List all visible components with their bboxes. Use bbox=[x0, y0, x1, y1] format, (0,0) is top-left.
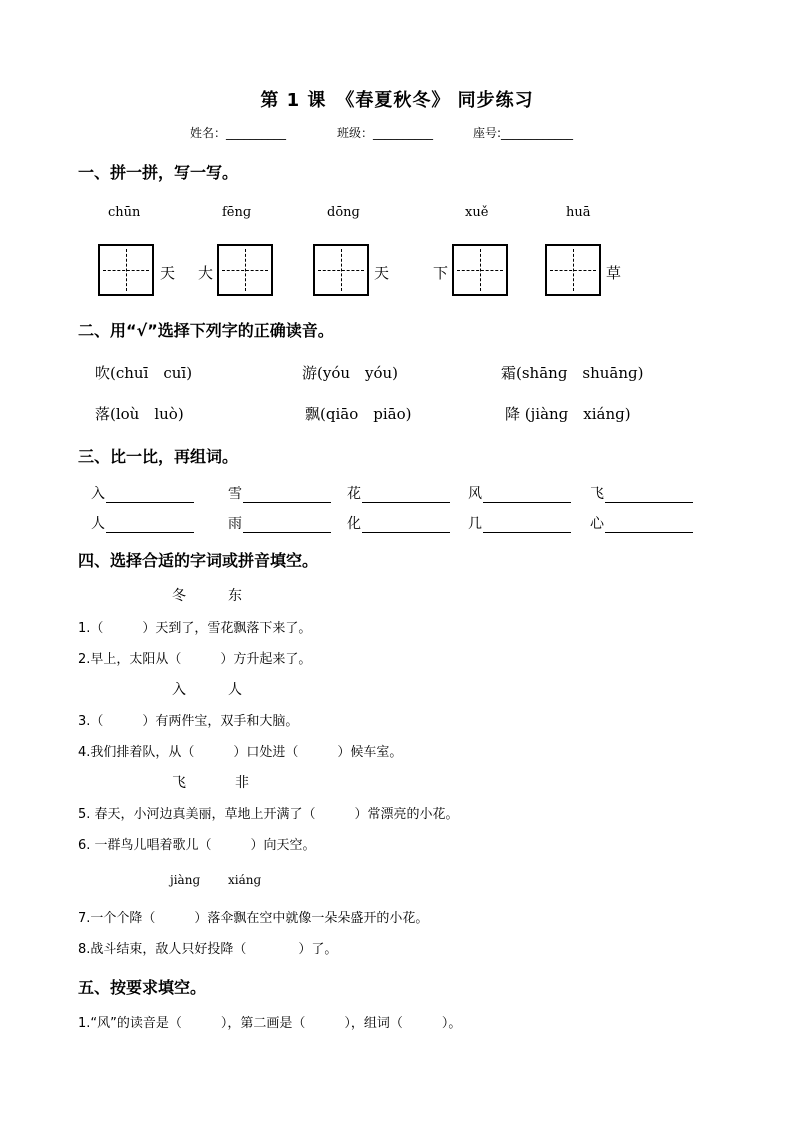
answer-line[interactable] bbox=[106, 488, 194, 503]
pronunciation-option[interactable]: 霜(shānɡ shuānɡ) bbox=[501, 364, 644, 382]
choice-pinyin: jiànɡ bbox=[170, 873, 201, 887]
page-title: 第 1 课 《春夏秋冬》 同步练习 bbox=[260, 90, 534, 111]
question-7[interactable]: 7.一个个降（ ）落伞飘在空中就像一朵朵盛开的小花。 bbox=[78, 911, 429, 926]
choice-pinyin: xiánɡ bbox=[228, 873, 262, 887]
choice-word: 入 bbox=[172, 682, 186, 698]
pinyin-4: xuě bbox=[465, 205, 489, 220]
section-1-heading: 一、拼一拼，写一写。 bbox=[78, 163, 239, 182]
box-char-5: 草 bbox=[606, 264, 622, 282]
word-entry: 风 bbox=[468, 483, 571, 503]
word-entry: 心 bbox=[590, 513, 693, 533]
writing-box-5[interactable] bbox=[545, 244, 601, 296]
pinyin-1: chūn bbox=[108, 205, 141, 220]
answer-line[interactable] bbox=[243, 518, 331, 533]
pronunciation-option[interactable]: 游(yóu yóu) bbox=[302, 364, 399, 382]
choice-word: 冬 bbox=[172, 588, 186, 604]
answer-line[interactable] bbox=[362, 518, 450, 533]
pronunciation-option[interactable]: 飘(qiāo piāo) bbox=[305, 405, 412, 423]
choice-word: 非 bbox=[235, 775, 249, 791]
question-5-1[interactable]: 1.“风”的读音是（ ），第二画是（ ），组词（ ）。 bbox=[78, 1016, 462, 1031]
pronunciation-option[interactable]: 降 (jiànɡ xiánɡ) bbox=[505, 405, 631, 423]
question-1[interactable]: 1.（ ）天到了，雪花飘落下来了。 bbox=[78, 621, 312, 636]
answer-line[interactable] bbox=[605, 488, 693, 503]
seat-field[interactable]: 座号:____________ bbox=[473, 126, 574, 140]
word-entry: 入 bbox=[91, 483, 194, 503]
choice-word: 人 bbox=[228, 682, 242, 698]
section-5-heading: 五、按要求填空。 bbox=[78, 978, 207, 997]
question-4[interactable]: 4.我们排着队，从（ ）口处进（ ）候车室。 bbox=[78, 745, 403, 760]
answer-line[interactable] bbox=[605, 518, 693, 533]
writing-box-2[interactable] bbox=[217, 244, 273, 296]
answer-line[interactable] bbox=[483, 488, 571, 503]
question-5[interactable]: 5. 春天，小河边真美丽，草地上开满了（ ）常漂亮的小花。 bbox=[78, 807, 459, 822]
word-entry: 化 bbox=[347, 513, 450, 533]
section-3-heading: 三、比一比，再组词。 bbox=[78, 447, 239, 466]
class-field[interactable]: 班级：__________ bbox=[337, 126, 434, 140]
section-4-heading: 四、选择合适的字词或拼音填空。 bbox=[78, 551, 319, 570]
pinyin-3: dōnɡ bbox=[327, 205, 360, 220]
writing-box-4[interactable] bbox=[452, 244, 508, 296]
writing-box-1[interactable] bbox=[98, 244, 154, 296]
name-field[interactable]: 姓名：__________ bbox=[190, 126, 287, 140]
word-entry: 几 bbox=[468, 513, 571, 533]
question-6[interactable]: 6. 一群鸟儿唱着歌儿（ ）向天空。 bbox=[78, 838, 316, 853]
box-char-1: 天 bbox=[160, 264, 176, 282]
pronunciation-option[interactable]: 吹(chuī cuī) bbox=[95, 364, 193, 382]
word-entry: 花 bbox=[347, 483, 450, 503]
word-entry: 飞 bbox=[590, 483, 693, 503]
choice-word: 飞 bbox=[172, 775, 186, 791]
box-char-3: 天 bbox=[374, 264, 390, 282]
question-2[interactable]: 2.早上，太阳从（ ）方升起来了。 bbox=[78, 652, 312, 667]
answer-line[interactable] bbox=[243, 488, 331, 503]
question-8[interactable]: 8.战斗结束，敌人只好投降（ ）了。 bbox=[78, 942, 338, 957]
answer-line[interactable] bbox=[362, 488, 450, 503]
word-entry: 雪 bbox=[228, 483, 331, 503]
question-3[interactable]: 3.（ ）有两件宝，双手和大脑。 bbox=[78, 714, 299, 729]
word-entry: 人 bbox=[91, 513, 194, 533]
box-char-2: 大 bbox=[198, 264, 214, 282]
writing-box-3[interactable] bbox=[313, 244, 369, 296]
pinyin-5: huā bbox=[566, 205, 591, 220]
answer-line[interactable] bbox=[483, 518, 571, 533]
section-2-heading: 二、用“√”选择下列字的正确读音。 bbox=[78, 321, 334, 340]
answer-line[interactable] bbox=[106, 518, 194, 533]
choice-word: 东 bbox=[228, 588, 242, 604]
box-char-4: 下 bbox=[433, 264, 449, 282]
pinyin-2: fēnɡ bbox=[222, 205, 252, 220]
word-entry: 雨 bbox=[228, 513, 331, 533]
pronunciation-option[interactable]: 落(loù luò) bbox=[95, 405, 184, 423]
